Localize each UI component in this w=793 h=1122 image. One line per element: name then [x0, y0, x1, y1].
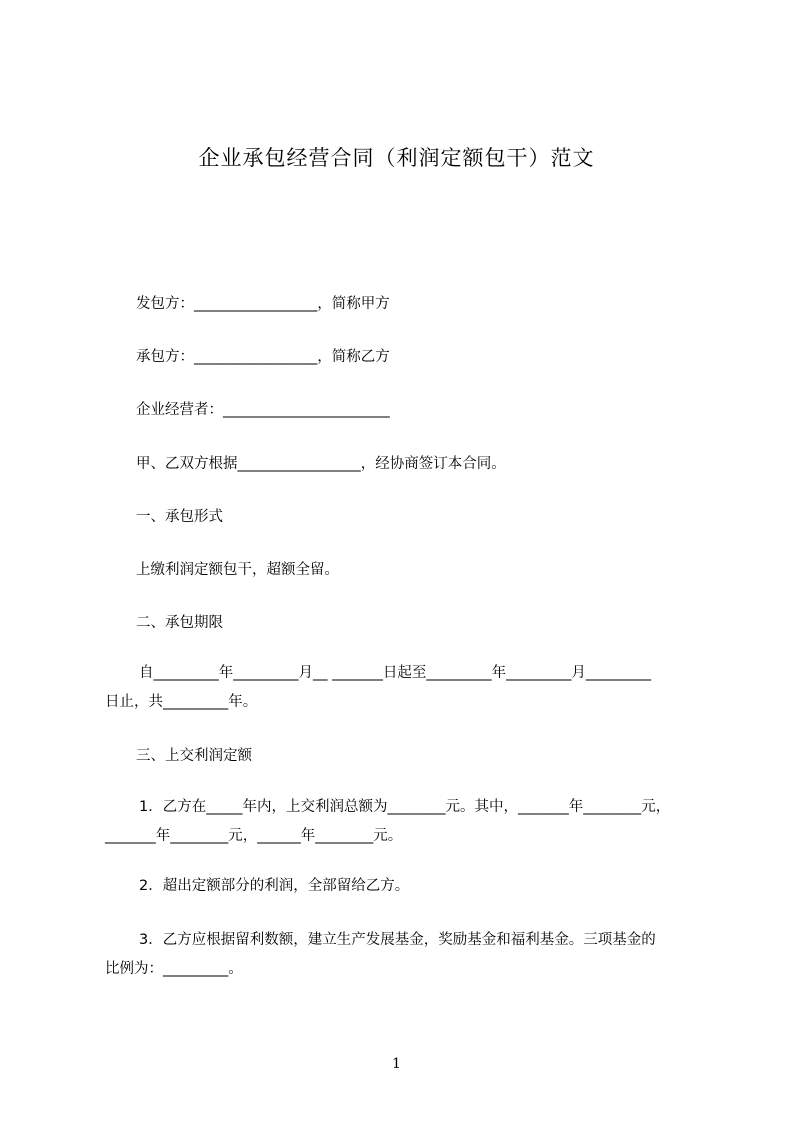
- page-number: 1: [392, 1056, 401, 1072]
- paragraph-basis: 甲、乙双方根据_________________，经协商签订本合同。: [136, 456, 506, 472]
- paragraph-contractor: 承包方：_________________，简称乙方: [136, 349, 390, 365]
- paragraph-form: 上缴利润定额包干，超额全留。: [136, 562, 339, 578]
- paragraph-term: [105, 659, 705, 717]
- paragraph-profit-total-line-2: _______年________元，______年________元。: [105, 828, 403, 844]
- paragraph-issuer: 发包方：_________________，简称甲方: [136, 296, 390, 312]
- section-heading-form: 一、承包形式: [136, 509, 223, 525]
- paragraph-excess-profit: [105, 872, 705, 901]
- paragraph-term-line-1: 自_________年_________月__ _______日起至_________年_________月_________: [139, 665, 652, 681]
- paragraph-profit-total: [105, 793, 705, 851]
- paragraph-funds-line-1: 3．乙方应根据留利数额，建立生产发展基金，奖励基金和福利基金。三项基金的: [139, 932, 656, 948]
- paragraph-funds-line-2: 比例为：_________。: [105, 961, 243, 977]
- paragraph-excess-profit-line: 2．超出定额部分的利润，全部留给乙方。: [139, 878, 410, 894]
- paragraph-operator: 企业经营者：_______________________: [136, 402, 390, 418]
- paragraph-profit-total-line-1: 1．乙方在_____年内，上交利润总额为________元。其中，_______年________元，: [139, 799, 671, 815]
- section-heading-profit: 三、上交利润定额: [136, 748, 252, 764]
- paragraph-funds: [105, 926, 705, 984]
- section-heading-term: 二、承包期限: [136, 615, 223, 631]
- document-title: 企业承包经营合同（利润定额包干）范文: [198, 146, 595, 170]
- paragraph-term-line-2: 日止，共_________年。: [105, 694, 258, 710]
